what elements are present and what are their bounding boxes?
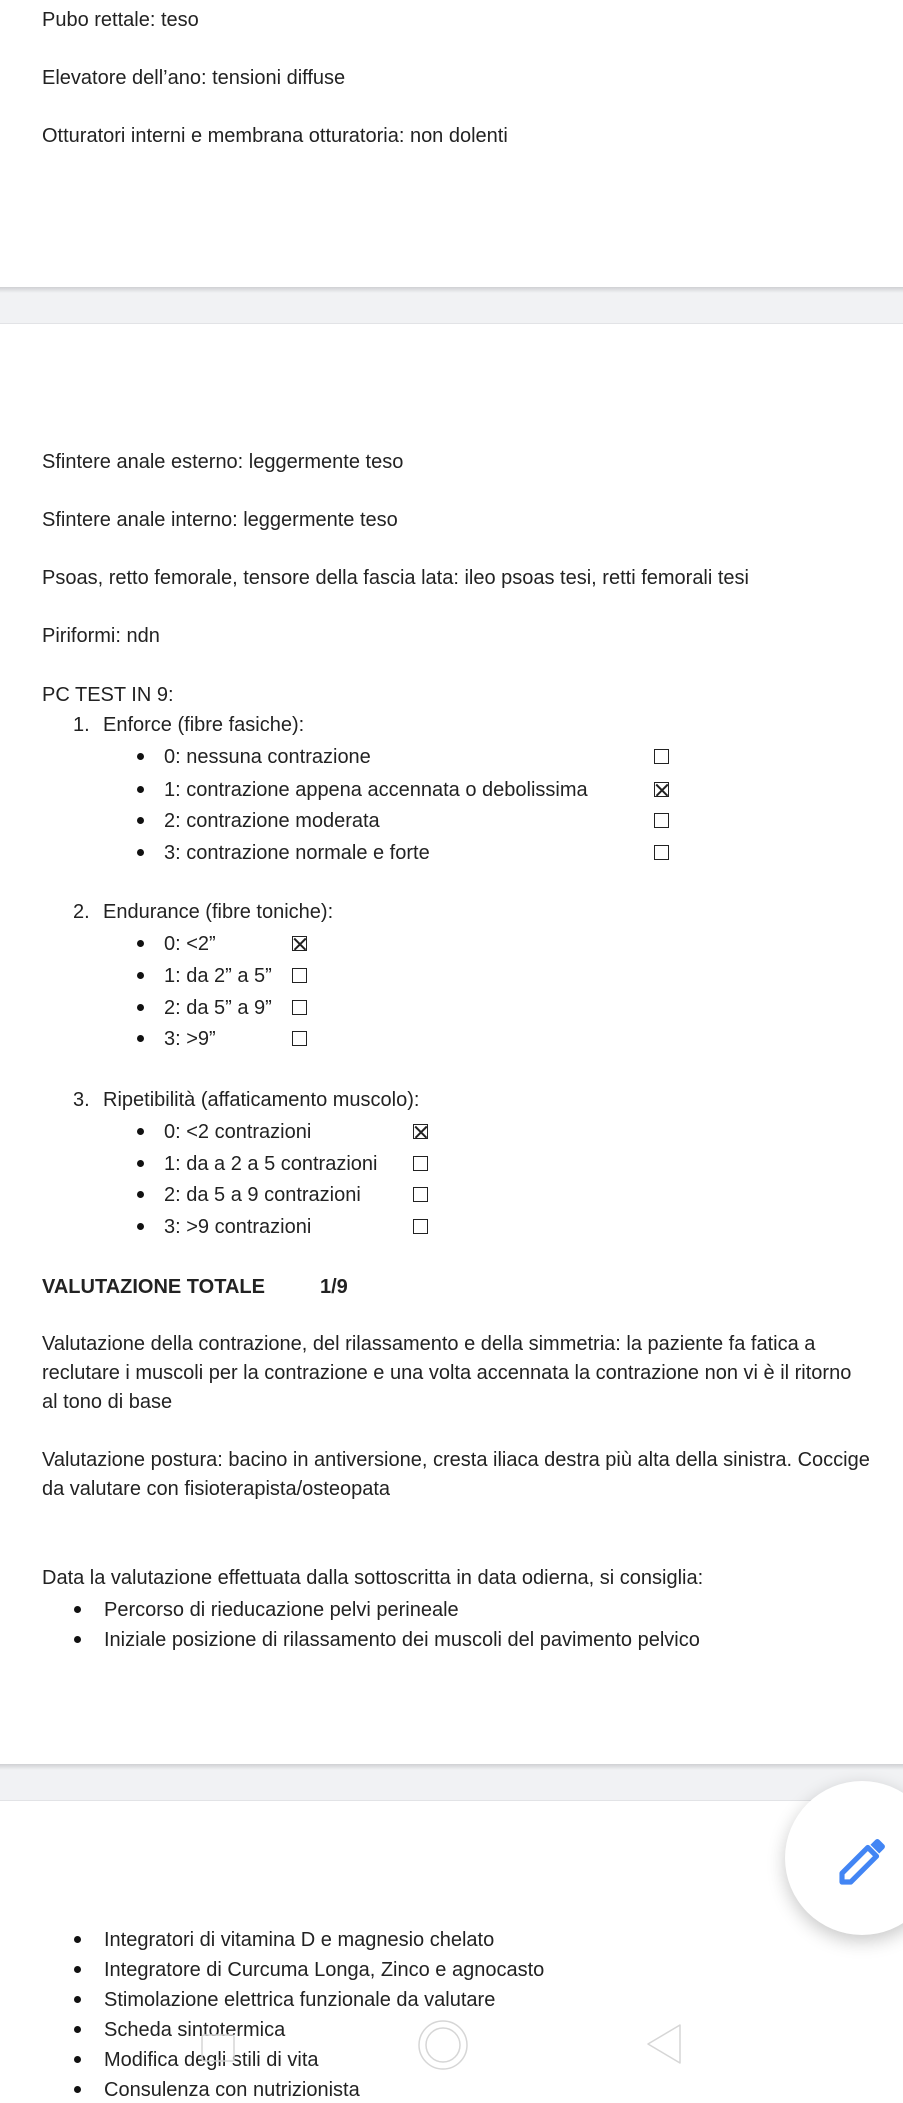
- bullet-icon: [137, 753, 144, 760]
- section-label: Endurance (fibre toniche):: [103, 901, 334, 923]
- bullet-icon: [74, 2086, 81, 2093]
- bullet-icon: [74, 1936, 81, 1943]
- contraction-evaluation: Valutazione della contrazione, del rilassamento e della simmetria: la paziente fa fatica a reclutare i muscoli per la contrazione e una volta accennata la contrazione non vi è il ritorno al tono di base: [42, 1333, 852, 1413]
- checkbox[interactable]: [413, 1187, 428, 1202]
- bullet-icon: [137, 817, 144, 824]
- bullet-icon: [74, 1636, 81, 1643]
- option-label: 3: contrazione normale e forte: [164, 842, 430, 864]
- recents-icon[interactable]: [200, 2033, 238, 2063]
- checkbox[interactable]: [654, 813, 669, 828]
- text-line: Psoas, retto femorale, tensore della fascia lata: ileo psoas tesi, retti femorali tesi: [42, 567, 750, 589]
- recommendation-item: Consulenza con nutrizionista: [104, 2079, 360, 2101]
- option-label: 0: <2 contrazioni: [164, 1121, 312, 1143]
- recommendation-intro: Data la valutazione effettuata dalla sottoscritta in data odierna, si consiglia:: [42, 1567, 704, 1589]
- option-label: 2: da 5” a 9”: [164, 997, 272, 1019]
- bullet-icon: [74, 1966, 81, 1973]
- bullet-icon: [137, 1004, 144, 1011]
- recommendation-item: Percorso di rieducazione pelvi perineale: [104, 1599, 459, 1621]
- recommendation-item: Iniziale posizione di rilassamento dei muscoli del pavimento pelvico: [104, 1629, 700, 1651]
- option-label: 3: >9 contrazioni: [164, 1216, 312, 1238]
- page-separator: [0, 1764, 903, 1801]
- pencil-icon: [835, 1833, 891, 1889]
- text-line: Elevatore dell’ano: tensioni diffuse: [42, 67, 346, 89]
- pc-test-title: PC TEST IN 9:: [42, 684, 174, 706]
- checkbox-checked[interactable]: [654, 782, 669, 797]
- option-label: 2: contrazione moderata: [164, 810, 380, 832]
- option-label: 1: da 2” a 5”: [164, 965, 272, 987]
- section-label: Ripetibilità (affaticamento muscolo):: [103, 1089, 420, 1111]
- bullet-icon: [74, 2056, 81, 2063]
- text-line: Piriformi: ndn: [42, 625, 160, 647]
- bullet-icon: [137, 1223, 144, 1230]
- checkbox[interactable]: [292, 968, 307, 983]
- bullet-icon: [74, 1606, 81, 1613]
- checkbox-checked[interactable]: [413, 1124, 428, 1139]
- section-number: 1.: [73, 714, 90, 736]
- page-separator: [0, 287, 903, 324]
- recommendation-item: Stimolazione elettrica funzionale da valutare: [104, 1989, 496, 2011]
- bullet-icon: [137, 786, 144, 793]
- bullet-icon: [137, 1160, 144, 1167]
- option-label: 0: nessuna contrazione: [164, 746, 371, 768]
- checkbox[interactable]: [413, 1156, 428, 1171]
- option-label: 2: da 5 a 9 contrazioni: [164, 1184, 361, 1206]
- text-line: Otturatori interni e membrana otturatoria: non dolenti: [42, 125, 508, 147]
- bullet-icon: [137, 972, 144, 979]
- checkbox-checked[interactable]: [292, 936, 307, 951]
- bullet-icon: [137, 1035, 144, 1042]
- text-line: Sfintere anale esterno: leggermente teso: [42, 451, 404, 473]
- bullet-icon: [74, 2026, 81, 2033]
- recommendation-item: Modifica degli stili di vita: [104, 2049, 319, 2071]
- section-label: Enforce (fibre fasiche):: [103, 714, 305, 736]
- checkbox[interactable]: [654, 749, 669, 764]
- total-label: VALUTAZIONE TOTALE: [42, 1276, 265, 1298]
- section-number: 2.: [73, 901, 90, 923]
- document-page-2: [0, 324, 903, 1764]
- recommendation-item: Scheda sintotermica: [104, 2019, 286, 2041]
- section-number: 3.: [73, 1089, 90, 1111]
- option-label: 1: contrazione appena accennata o debolissima: [164, 779, 588, 801]
- option-label: 3: >9”: [164, 1028, 216, 1050]
- recommendation-item: Integratore di Curcuma Longa, Zinco e agnocasto: [104, 1959, 545, 1981]
- option-label: 0: <2”: [164, 933, 216, 955]
- option-label: 1: da a 2 a 5 contrazioni: [164, 1153, 378, 1175]
- recommendation-item: Integratori di vitamina D e magnesio chelato: [104, 1929, 495, 1951]
- checkbox[interactable]: [292, 1000, 307, 1015]
- total-value: 1/9: [320, 1276, 348, 1298]
- text-line: Sfintere anale interno: leggermente teso: [42, 509, 398, 531]
- bullet-icon: [137, 1191, 144, 1198]
- posture-evaluation: Valutazione postura: bacino in antiversione, cresta iliaca destra più alta della sinistra. Coccige da valutare con fisioterapista/osteopata: [42, 1449, 870, 1500]
- checkbox[interactable]: [413, 1219, 428, 1234]
- home-icon[interactable]: [416, 2018, 470, 2072]
- checkbox[interactable]: [292, 1031, 307, 1046]
- bullet-icon: [137, 1128, 144, 1135]
- back-icon[interactable]: [644, 2022, 686, 2066]
- bullet-icon: [137, 940, 144, 947]
- bullet-icon: [74, 1996, 81, 2003]
- document-page-1: [0, 0, 903, 287]
- checkbox[interactable]: [654, 845, 669, 860]
- bullet-icon: [137, 849, 144, 856]
- text-line: Pubo rettale: teso: [42, 9, 199, 31]
